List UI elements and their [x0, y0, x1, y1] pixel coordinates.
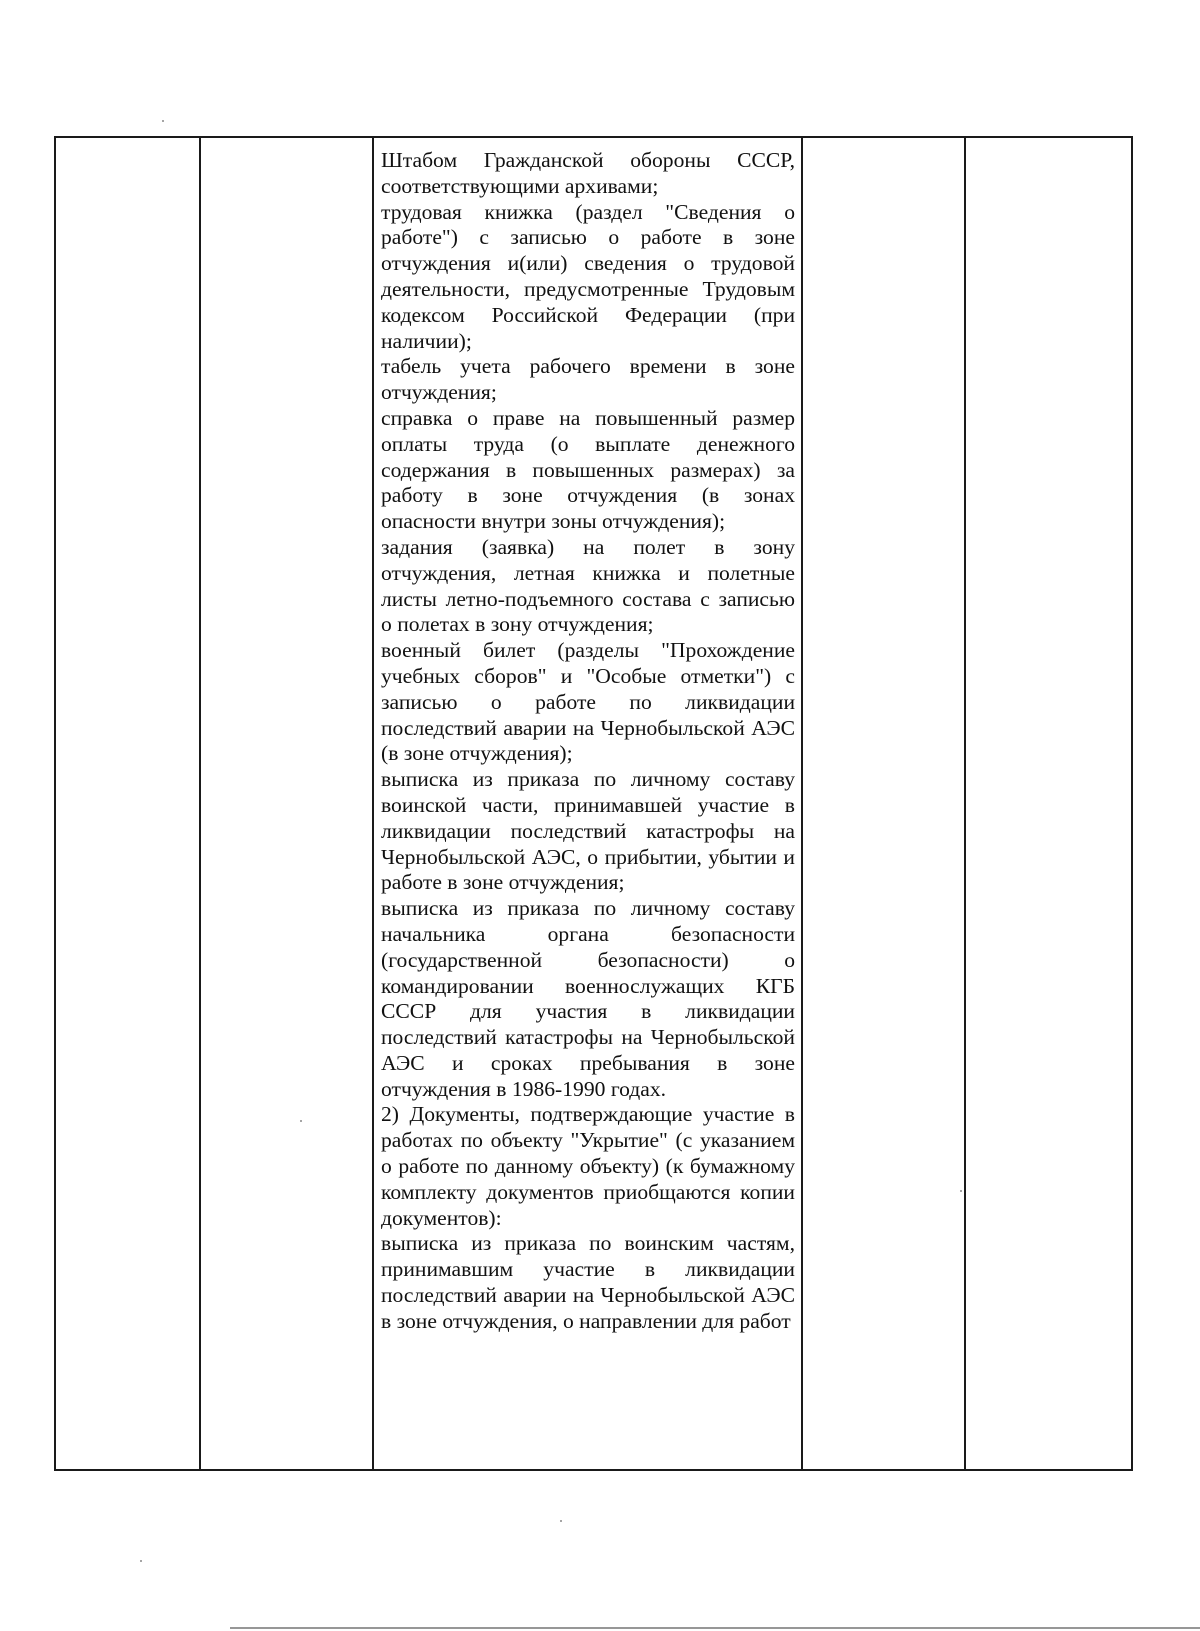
documents-list [374, 138, 801, 1335]
paragraph: задания (заявка) на полет в зону отчуждения, летная книжка и полетные листы летно-подъемного состава с записью о полетах в зону отчуждения; [381, 534, 795, 637]
paragraph: справка о праве на повышенный размер оплаты труда (о выплате денежного содержания в повышенных размерах) за работу в зоне отчуждения (в зонах опасности внутри зоны отчуждения); [381, 405, 795, 534]
paragraph: 2) Документы, подтверждающие участие в работах по объекту "Укрытие" (с указанием о работе по данному объекту) (к бумажному комплекту документов приобщаются копии документов): [381, 1102, 795, 1230]
scan-speck [300, 1120, 302, 1122]
paragraph: выписка из приказа по личному составу воинской части, принимавшей участие в ликвидации последствий катастрофы на Чернобыльской АЭС, о прибытии, убытии и работе в зоне отчуждения; [381, 767, 795, 895]
paragraph: выписка из приказа по воинским частям, принимавшим участие в ликвидации последствий аварии на Чернобыльской АЭС в зоне отчуждения, о направлении для работ [381, 1231, 795, 1333]
scan-edge-line [230, 1627, 1200, 1629]
paragraph: трудовая книжка (раздел "Сведения о работе") с записью о работе в зоне отчуждения и(или) сведения о трудовой деятельности, предусмотренные Трудовым кодексом Российской Федерации (при наличии); [381, 199, 795, 353]
table-cell-col-1 [55, 137, 200, 1470]
table-cell-col-2 [200, 137, 373, 1470]
scan-speck [140, 1560, 142, 1562]
documents-table [54, 136, 1133, 1471]
paragraph: военный билет (разделы "Прохождение учебных сборов" и "Особые отметки") с записью о работе по ликвидации последствий аварии на Чернобыльской АЭС (в зоне отчуждения); [381, 638, 795, 766]
table-cell-col-3 [373, 137, 802, 1470]
scan-speck [560, 1520, 562, 1522]
paragraph: табель учета рабочего времени в зоне отчуждения; [381, 354, 795, 405]
paragraph: Штабом Гражданской обороны СССР, соответствующими архивами; [381, 148, 795, 198]
table-cell-col-5 [965, 137, 1132, 1470]
table-cell-col-4 [802, 137, 965, 1470]
paragraph: выписка из приказа по личному составу начальника органа безопасности (государственной безопасности) о командировании военнослужащих КГБ СССР для участия в ликвидации последствий катастрофы на Чернобыльской АЭС и сроках пребывания в зоне отчуждения в 1986-1990 годах. [381, 896, 795, 1101]
scan-speck [162, 120, 164, 122]
table-row [55, 137, 1132, 1470]
scan-speck [960, 1190, 962, 1192]
